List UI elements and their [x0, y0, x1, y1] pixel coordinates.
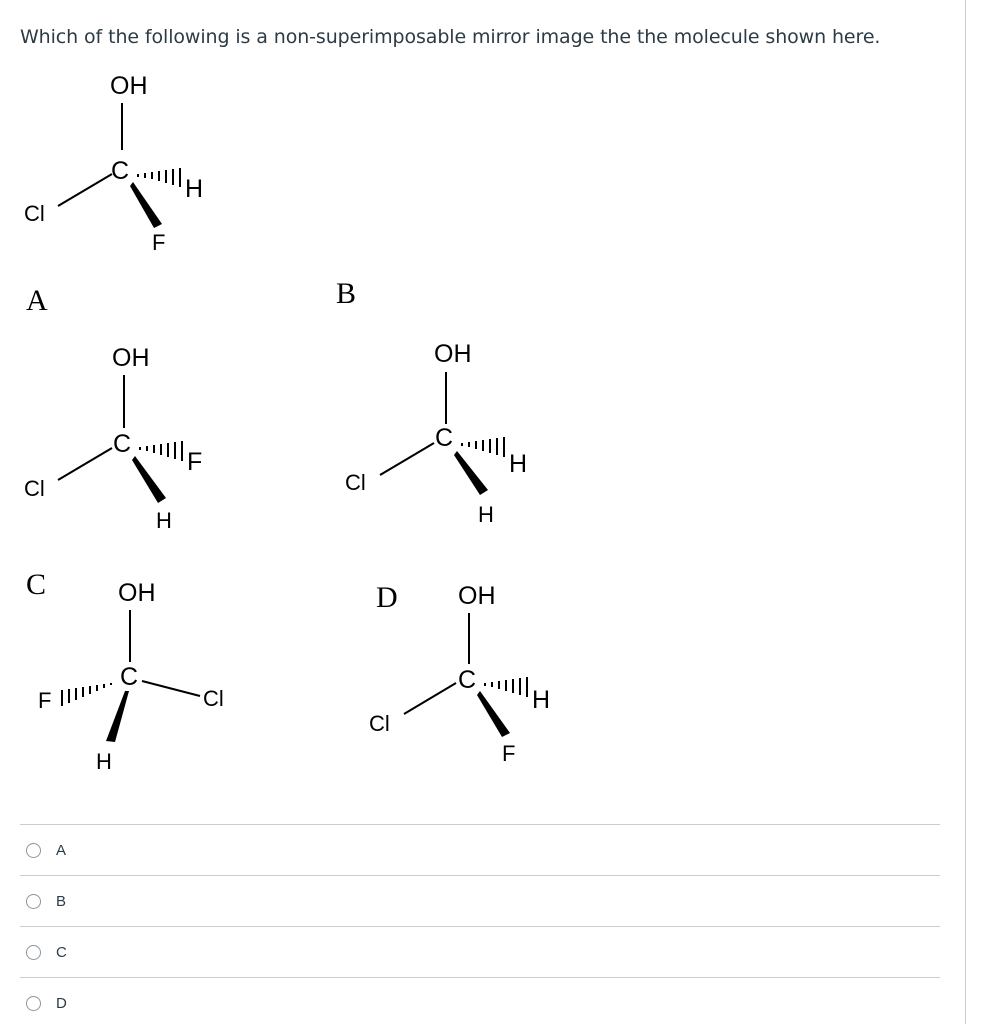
atom-hash: F	[187, 448, 203, 476]
choice-c[interactable]	[20, 926, 940, 977]
atom-oh: OH	[434, 340, 472, 368]
atom-oh: OH	[112, 344, 150, 372]
atom-cl: Cl	[24, 476, 45, 501]
choice-label: D	[56, 994, 67, 1012]
label-d: D	[376, 581, 398, 614]
label-a: A	[26, 284, 48, 317]
atom-wedge: H	[478, 502, 494, 527]
atom-hash: H	[532, 686, 551, 714]
answer-choices	[20, 824, 940, 1028]
molecule-d	[369, 581, 550, 766]
atom-c: C	[113, 430, 132, 458]
radio-button[interactable]	[26, 945, 41, 960]
atom-hash: H	[185, 175, 204, 203]
atom-oh: OH	[118, 579, 156, 607]
atom-c: C	[120, 663, 139, 691]
atom-c: C	[435, 424, 454, 452]
choice-label: B	[56, 892, 67, 910]
molecule-a	[24, 284, 202, 533]
question-text: Which of the following is a non-superimposable mirror image the the molecule shown here.	[20, 26, 881, 48]
atom-oh: OH	[110, 72, 148, 100]
label-c: C	[26, 568, 47, 601]
choice-label: A	[56, 841, 67, 859]
label-b: B	[336, 277, 357, 310]
atom-hash: H	[509, 450, 528, 478]
atom-cl: Cl	[203, 686, 224, 711]
choice-d[interactable]	[20, 977, 940, 1028]
radio-button[interactable]	[26, 894, 41, 909]
choice-a[interactable]	[20, 824, 940, 875]
atom-wedge: H	[156, 508, 172, 533]
atom-wedge: F	[152, 230, 166, 255]
atom-wedge: H	[96, 749, 112, 774]
molecule-given	[24, 72, 203, 255]
atom-cl: Cl	[369, 711, 390, 736]
choice-b[interactable]	[20, 875, 940, 926]
molecule-b	[336, 277, 527, 527]
atom-c: C	[111, 157, 130, 185]
radio-button[interactable]	[26, 996, 41, 1011]
molecule-c	[26, 568, 224, 774]
atom-c: C	[458, 666, 477, 694]
atom-cl: Cl	[24, 201, 45, 226]
atom-oh: OH	[458, 582, 496, 610]
atom-wedge: F	[502, 741, 516, 766]
atom-cl: Cl	[345, 470, 366, 495]
radio-button[interactable]	[26, 843, 41, 858]
atom-hash: F	[38, 688, 52, 713]
choice-label: C	[56, 943, 67, 961]
